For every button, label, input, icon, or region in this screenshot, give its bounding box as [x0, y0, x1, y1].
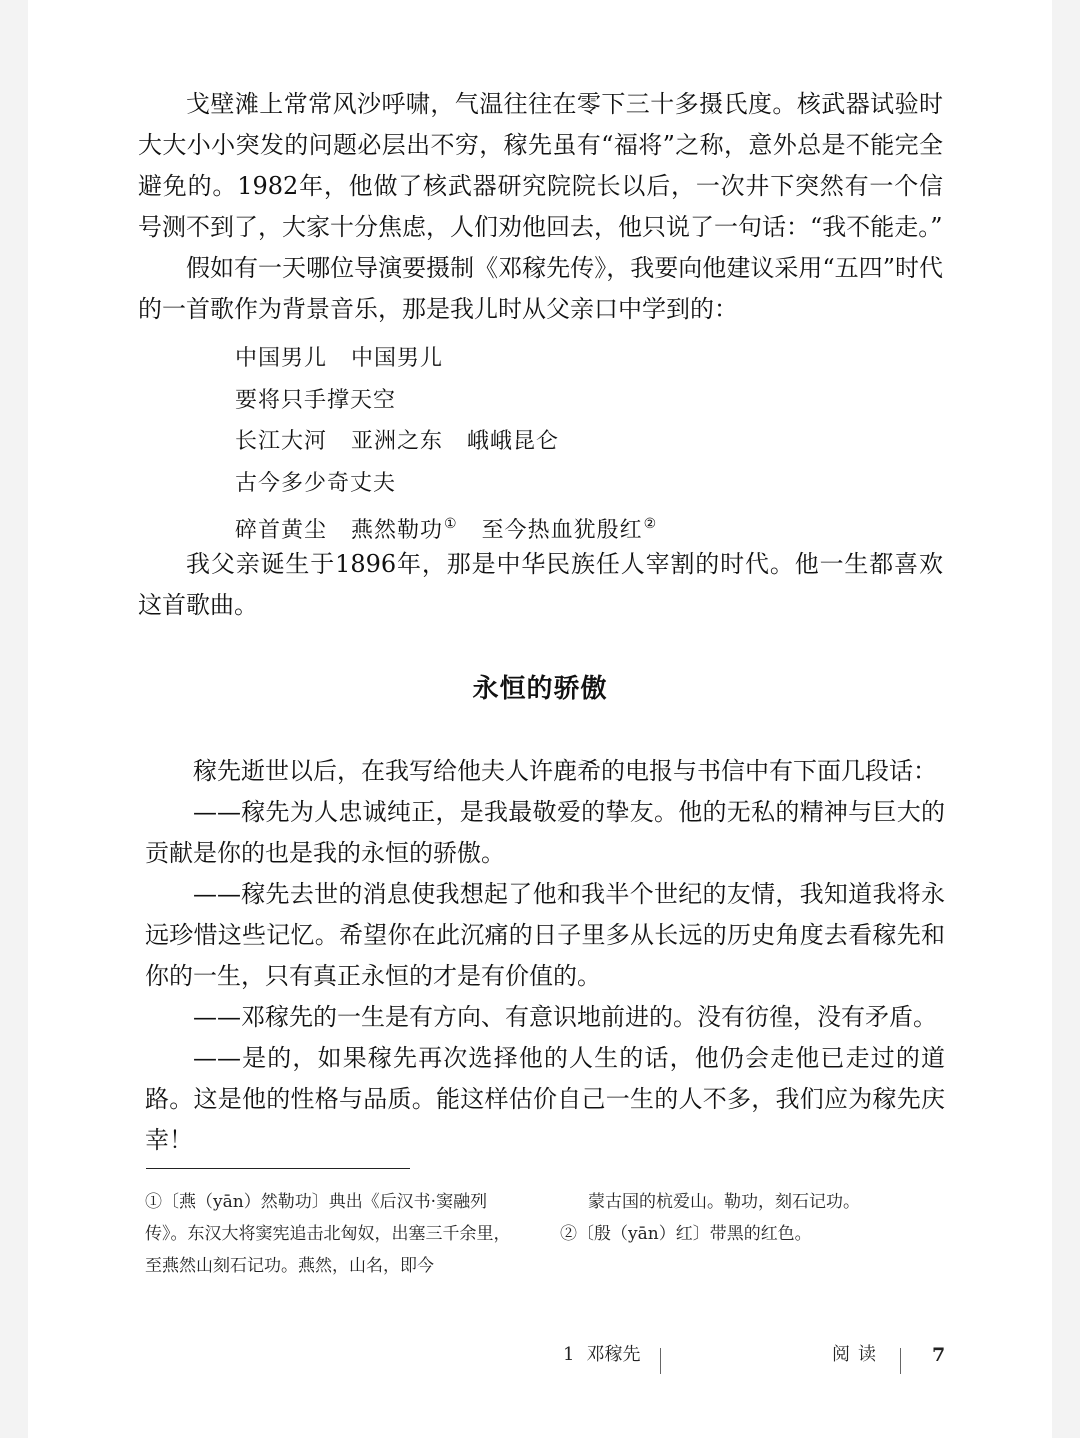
lyric-line-4 [235, 463, 835, 505]
footnotes-left-column [145, 1186, 525, 1282]
lyric-phrase: 长江大河 [235, 429, 328, 454]
footer-divider [900, 1348, 901, 1374]
lyric-line-1 [235, 338, 835, 380]
lyric-phrase: 中国男儿 [235, 346, 328, 371]
section-heading: 永恒的骄傲 [472, 674, 608, 704]
paragraph-gobi: 戈壁滩上常常风沙呼啸，气温往往在零下三十多摄氏度。核武器试验时大大小小突发的问题必层出不穷，稼先虽有“福将”之称，意外总是不能完全避免的。1982年，他做了核武器研究院院长以后，一次井下突然有一个信号测不到了，大家十分焦虑，人们劝他回去，他只说了一句话：“我不能走。” [138, 90, 943, 241]
paragraph-letters-intro: 稼先逝世以后，在我写给他夫人许鹿希的电报与书信中有下面几段话： [193, 757, 937, 785]
lyric-text: 至今热血犹殷红 [481, 518, 643, 543]
lyric-phrase: 亚洲之东 [351, 429, 444, 454]
footer-chapter-number: 1 [563, 1344, 575, 1365]
footer-section: 阅读 [832, 1344, 884, 1365]
lyric-phrase: 碎首黄尘 [235, 518, 328, 543]
footnote-marker-1: ① [444, 516, 458, 532]
lyric-phrase: 中国男儿 [351, 346, 444, 371]
lyric-text: 燕然勒功 [351, 518, 444, 543]
paragraph-quote-2: ——稼先去世的消息使我想起了他和我半个世纪的友情，我知道我将永远珍惜这些记忆。希望你在此沉痛的日子里多从长远的历史角度去看稼先和你的一生，只有真正永恒的才是有价值的。 [145, 880, 945, 990]
paragraph-song-intro: 假如有一天哪位导演要摄制《邓稼先传》，我要向他建议采用“五四”时代的一首歌作为背景音乐，那是我儿时从父亲口中学到的： [138, 254, 943, 323]
footnotes-right-column [560, 1186, 920, 1250]
footnote-1-continued: 蒙古国的杭爱山。勒功，刻石记功。 [588, 1192, 860, 1212]
lyric-phrase: 峨峨昆仑 [467, 429, 560, 454]
footer-chapter-title: 邓稼先 [586, 1344, 641, 1365]
page-number: 7 [932, 1344, 946, 1366]
footnote-2: ②〔殷（yān）红〕带黑的红色。 [560, 1224, 812, 1244]
footnote-marker-2: ② [643, 516, 658, 532]
lyric-line-2 [235, 380, 835, 422]
lyric-phrase: 要将只手撑天空 [235, 387, 397, 413]
footer-divider [660, 1348, 661, 1374]
page [28, 0, 1052, 1438]
section-body [145, 751, 945, 1161]
paragraph-quote-3: ——邓稼先的一生是有方向、有意识地前进的。没有彷徨，没有矛盾。 [193, 1003, 937, 1031]
song-lyrics [235, 338, 835, 552]
lyric-phrase: 古今多少奇丈夫 [235, 470, 397, 496]
footnote-1: ①〔燕（yān）然勒功〕典出《后汉书·窦融列传》。东汉大将窦宪追击北匈奴，出塞三千余里，至燕然山刻石记功。燕然，山名，即今 [145, 1192, 511, 1276]
footer-chapter [563, 1340, 640, 1370]
paragraph-father: 我父亲诞生于1896年，那是中华民族任人宰割的时代。他一生都喜欢这首歌曲。 [138, 550, 943, 619]
lyric-line-3 [235, 421, 835, 463]
footnote-divider [146, 1168, 410, 1169]
paragraph-quote-1: ——稼先为人忠诚纯正，是我最敬爱的挚友。他的无私的精神与巨大的贡献是你的也是我的永恒的骄傲。 [145, 798, 945, 867]
paragraph-quote-4: ——是的，如果稼先再次选择他的人生的话，他仍会走他已走过的道路。这是他的性格与品质。能这样估价自己一生的人不多，我们应为稼先庆幸！ [145, 1044, 945, 1154]
